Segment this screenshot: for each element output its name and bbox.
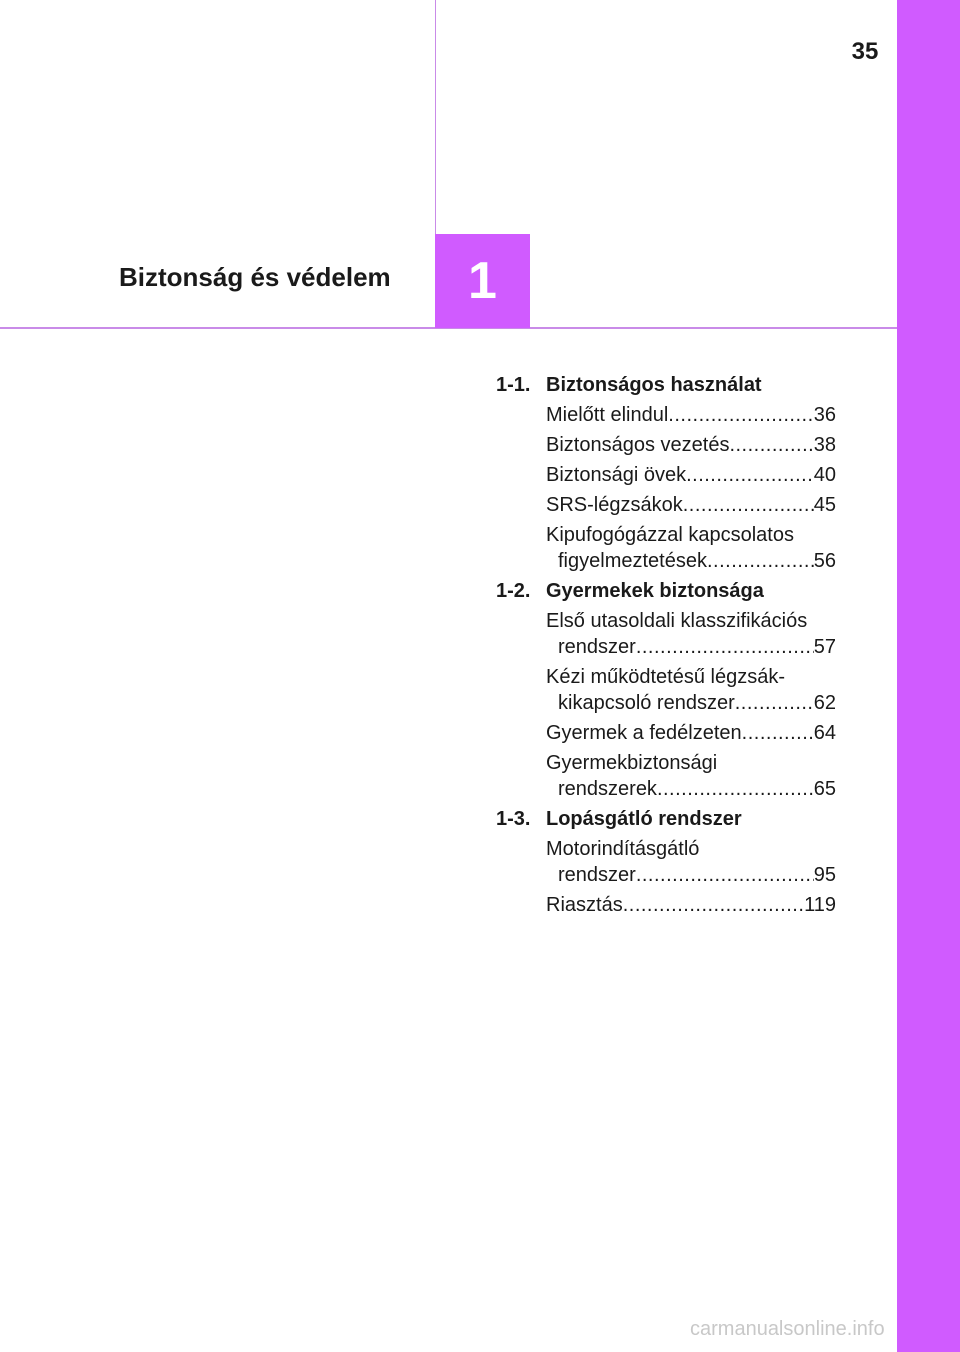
dot-leader xyxy=(742,720,814,746)
dot-leader xyxy=(636,634,814,660)
section-title: Gyermekek biztonsága xyxy=(546,580,764,602)
toc-entry[interactable] xyxy=(546,492,836,518)
entry-label: Biztonsági övek xyxy=(546,464,687,486)
toc-section-heading[interactable] xyxy=(496,372,836,398)
toc-entry[interactable] xyxy=(546,750,836,802)
entry-label: SRS-légzsákok xyxy=(546,494,683,516)
entry-page: 40 xyxy=(813,464,836,486)
entry-label: Riasztás xyxy=(546,894,623,916)
toc-entry[interactable] xyxy=(546,664,836,716)
section-number: 1-3. xyxy=(496,808,531,830)
toc-entry[interactable] xyxy=(546,432,836,458)
table-of-contents xyxy=(496,372,836,922)
dot-leader xyxy=(735,690,814,716)
entry-label: Kipufogógázzal kapcsolatos xyxy=(546,524,794,546)
entry-label-continued: kikapcsoló rendszer xyxy=(558,692,735,714)
dot-leader xyxy=(623,892,804,918)
entry-page: 56 xyxy=(813,550,836,572)
entry-label: Motorindításgátló xyxy=(546,838,700,860)
toc-entry[interactable] xyxy=(546,892,836,918)
page-number: 35 xyxy=(851,38,879,65)
entry-page: 38 xyxy=(813,434,836,456)
entry-page: 62 xyxy=(813,692,836,714)
section-number: 1-1. xyxy=(496,374,531,396)
entry-page: 45 xyxy=(813,494,836,516)
entry-page: 119 xyxy=(804,894,836,916)
entry-label-continued: rendszer xyxy=(558,864,636,886)
chapter-side-tab xyxy=(897,0,960,1352)
toc-entry[interactable] xyxy=(546,522,836,574)
entry-page: 95 xyxy=(813,864,836,886)
toc-entry[interactable] xyxy=(546,462,836,488)
entry-label: Gyermekbiztonsági xyxy=(546,752,718,774)
dot-leader xyxy=(657,776,814,802)
entry-label: Első utasoldali klasszifikációs xyxy=(546,610,808,632)
toc-section-heading[interactable] xyxy=(496,806,836,832)
entry-label-continued: rendszer xyxy=(558,636,636,658)
entry-label-continued: figyelmeztetések xyxy=(558,550,707,572)
chapter-title: Biztonság és védelem xyxy=(119,262,391,292)
watermark: carmanualsonline.info xyxy=(690,1318,885,1340)
toc-entry[interactable] xyxy=(546,720,836,746)
entry-page: 64 xyxy=(813,722,836,744)
entry-label: Kézi működtetésű légzsák- xyxy=(546,666,786,688)
section-title: Lopásgátló rendszer xyxy=(546,808,742,830)
chapter-number-box: 1 xyxy=(435,234,530,328)
dot-leader xyxy=(729,432,813,458)
toc-entry[interactable] xyxy=(546,402,836,428)
entry-page: 65 xyxy=(813,778,836,800)
toc-entry[interactable] xyxy=(546,836,836,888)
dot-leader xyxy=(683,492,814,518)
dot-leader xyxy=(668,402,813,428)
dot-leader xyxy=(707,548,814,574)
entry-page: 36 xyxy=(813,404,836,426)
entry-label: Gyermek a fedélzeten xyxy=(546,722,742,744)
entry-label: Mielőtt elindul xyxy=(546,404,669,426)
entry-label-continued: rendszerek xyxy=(558,778,657,800)
section-number: 1-2. xyxy=(496,580,531,602)
entry-page: 57 xyxy=(813,636,836,658)
section-title: Biztonságos használat xyxy=(546,374,762,396)
entry-label: Biztonságos vezetés xyxy=(546,434,730,456)
dot-leader xyxy=(686,462,814,488)
toc-section-heading[interactable] xyxy=(496,578,836,604)
toc-entry[interactable] xyxy=(546,608,836,660)
dot-leader xyxy=(636,862,814,888)
